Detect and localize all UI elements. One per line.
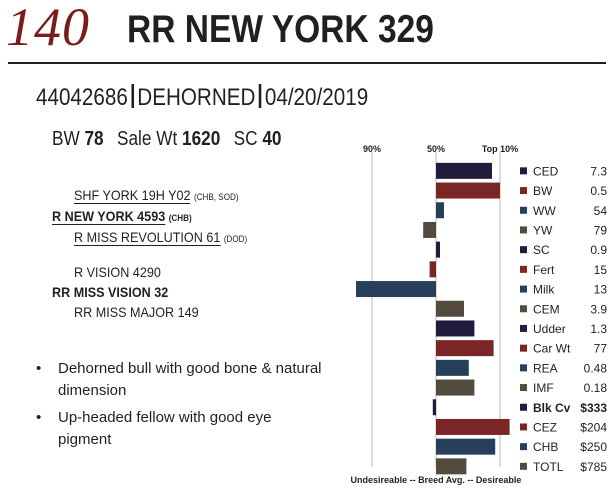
value-label: $250 — [580, 440, 607, 455]
legend-marker — [520, 364, 527, 371]
pedigree-sire-dam: R MISS REVOLUTION 61 (DOD) — [74, 229, 248, 245]
category-label: Blk Cv — [533, 400, 571, 415]
legend-marker — [520, 384, 527, 391]
value-label: $785 — [580, 459, 607, 474]
category-label: Milk — [533, 282, 555, 297]
value-label: 7.3 — [590, 164, 607, 179]
x-axis-label: Undesireable -- Breed Avg. -- Desireable — [350, 475, 522, 485]
legend-marker — [520, 187, 527, 194]
value-label: 0.5 — [590, 184, 607, 199]
note-item: • Up-headed fellow with good eye pigment — [36, 407, 326, 451]
separator — [259, 84, 262, 108]
bar — [423, 222, 436, 238]
value-label: 79 — [593, 223, 607, 238]
legend-marker — [520, 305, 527, 312]
value-label: 15 — [593, 262, 607, 277]
tick-label: 90% — [362, 144, 382, 154]
category-label: WW — [533, 203, 556, 218]
value-label: 77 — [593, 341, 607, 356]
value-label: 0.48 — [583, 361, 607, 376]
bar — [436, 340, 494, 356]
bw-value: 78 — [84, 128, 104, 150]
category-label: TOTL — [533, 459, 564, 474]
bar — [436, 320, 474, 336]
bw-label: BW — [52, 128, 80, 150]
legend-marker — [520, 246, 527, 253]
bar — [356, 281, 436, 297]
pedigree-sire-sire: SHF YORK 19H Y02 (CHB, SOD) — [74, 187, 239, 203]
category-label: CEM — [533, 302, 560, 317]
value-label: $204 — [580, 420, 607, 435]
value-label: 3.9 — [590, 302, 607, 317]
legend-marker — [520, 325, 527, 332]
legend-marker — [520, 423, 527, 430]
legend-marker — [520, 207, 527, 214]
pedigree-dam-sire: R VISION 4290 — [74, 264, 161, 280]
legend-marker — [520, 404, 527, 411]
legend-marker — [520, 463, 527, 470]
separator — [131, 84, 134, 108]
bar — [436, 360, 469, 376]
value-label: 1.3 — [590, 321, 607, 336]
value-label: $333 — [580, 400, 607, 415]
category-label: Car Wt — [533, 341, 571, 356]
tick-label: 50% — [426, 144, 446, 154]
sc-label: SC — [233, 128, 258, 150]
bar — [433, 399, 436, 415]
notes-list — [36, 358, 326, 456]
legend-marker — [520, 286, 527, 293]
bar — [436, 242, 440, 258]
bar — [436, 439, 495, 455]
legend-marker — [520, 345, 527, 352]
category-label: CED — [533, 164, 559, 179]
bar — [436, 183, 500, 199]
bar — [436, 419, 510, 435]
category-label: Fert — [533, 262, 555, 277]
category-label: CEZ — [533, 420, 557, 435]
pedigree-dam-dam: RR MISS MAJOR 149 — [74, 304, 199, 320]
category-label: Udder — [533, 321, 566, 336]
registration-number: 44042686 — [36, 84, 128, 111]
stats-line — [52, 128, 290, 151]
sale-wt-value: 1620 — [182, 128, 221, 150]
bar — [436, 202, 444, 218]
sale-wt-label: Sale Wt — [117, 128, 178, 150]
sc-value: 40 — [262, 128, 282, 150]
bar — [430, 261, 436, 277]
category-label: BW — [533, 184, 553, 199]
epd-bar-chart — [345, 140, 615, 490]
category-label: YW — [533, 223, 553, 238]
category-label: REA — [533, 361, 558, 376]
bar — [436, 163, 492, 179]
bar — [436, 380, 474, 396]
id-line — [36, 84, 368, 112]
value-label: 54 — [593, 203, 607, 218]
value-label: 13 — [593, 282, 607, 297]
pedigree-sire: R NEW YORK 4593 (CHB) — [52, 208, 192, 224]
legend-marker — [520, 443, 527, 450]
tick-label: Top 10% — [481, 144, 519, 154]
value-label: 0.9 — [590, 243, 607, 258]
legend-marker — [520, 167, 527, 174]
lot-number: 140 — [6, 0, 90, 57]
category-label: CHB — [533, 440, 559, 455]
birth-date: 04/20/2019 — [264, 84, 369, 111]
animal-name: RR NEW YORK 329 — [127, 8, 434, 51]
value-label: 0.18 — [583, 381, 607, 396]
horn-status: DEHORNED — [137, 84, 256, 111]
header-divider — [8, 62, 606, 64]
bar — [436, 458, 466, 474]
category-label: IMF — [533, 381, 554, 396]
legend-marker — [520, 266, 527, 273]
pedigree-dam: RR MISS VISION 32 — [52, 284, 169, 300]
category-label: SC — [533, 243, 550, 258]
note-item: • Dehorned bull with good bone & natural dimension — [36, 358, 326, 402]
legend-marker — [520, 226, 527, 233]
bar — [436, 301, 464, 317]
